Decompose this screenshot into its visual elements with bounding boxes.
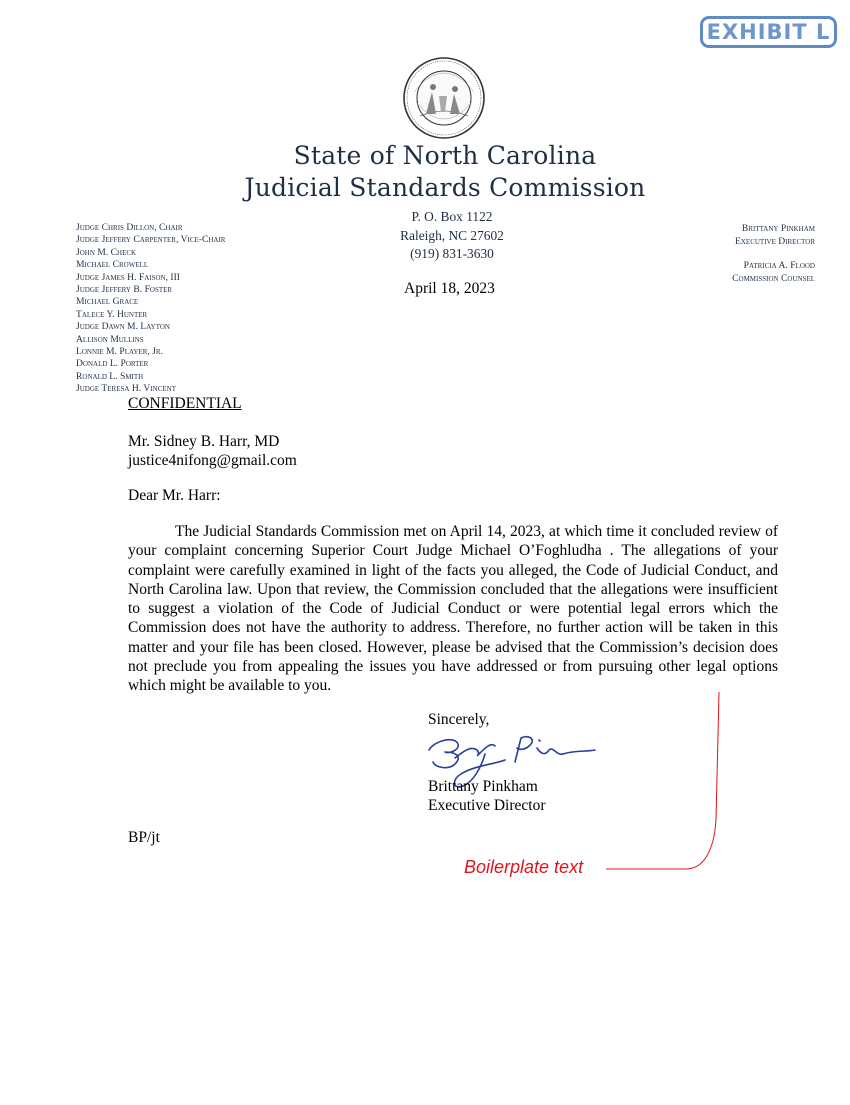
confidential-marking: CONFIDENTIAL [128, 395, 242, 412]
signer-name: Brittany Pinkham [428, 778, 538, 795]
roster-member: Judge Jeffery B. Foster [76, 284, 173, 296]
closing: Sincerely, [428, 711, 490, 728]
roster-member: Judge James H. Faison, III [76, 271, 180, 283]
signer-block [428, 777, 545, 816]
letterhead-state: State of North Carolina [293, 141, 597, 170]
roster-member: Michael Grace [76, 296, 139, 308]
letterhead-commission: Judicial Standards Commission [244, 173, 646, 202]
exhibit-label: EXHIBIT L [700, 16, 837, 48]
roster-member: Judge Jeffery Carpenter, Vice-Chair [76, 234, 226, 246]
recipient-block [128, 432, 778, 471]
roster-member: John M. Check [76, 246, 137, 258]
staff-name: Patricia A. Flood [743, 260, 815, 271]
roster-member: Allison Mullins [76, 333, 144, 345]
roster-member: Judge Chris Dillon, Chair [76, 222, 183, 233]
annotation-label: Boilerplate text [464, 857, 584, 877]
recipient-name: Mr. Sidney B. Harr, MD [128, 433, 280, 450]
address-phone: (919) 831-3630 [410, 246, 494, 261]
commission-staff [732, 222, 815, 285]
recipient-email: justice4nifong@gmail.com [128, 452, 297, 470]
commission-roster [76, 222, 225, 396]
roster-member: Talece Y. Hunter [76, 308, 148, 320]
roster-member: Judge Dawn M. Layton [76, 321, 170, 333]
letter-body: The Judicial Standards Commission met on April 14, 2023, at which time it concluded review of your complaint concerning Superior Court Judge Michael O’Foghludha . The allegations of your complaint were carefully examined in light of the facts you alleged, the Code of Judicial Conduct, and North Carolina law. Upon that review, the Commission concluded that the allegations were insufficient to suggest a violation of the Code of Judicial Conduct or were potential legal errors which the Commission does not have the authority to address. Therefore, no further action will be taken in this matter and your file has been closed. However, please be advised that the Commission’s decision does not preclude you from appealing the issues you have addressed or from pursuing other legal options which might be available to you. [128, 523, 778, 695]
staff-title: Executive Director [735, 236, 815, 247]
roster-member: Michael Crowell [76, 259, 149, 271]
salutation: Dear Mr. Harr: [128, 487, 221, 504]
staff-title: Commission Counsel [732, 273, 815, 284]
roster-member: Ronald L. Smith [76, 370, 144, 382]
signer-title: Executive Director [428, 797, 546, 815]
commission-address [330, 208, 574, 264]
address-city: Raleigh, NC 27602 [400, 227, 504, 243]
roster-member: Lonnie M. Player, Jr. [76, 346, 163, 358]
typist-initials: BP/jt [128, 829, 160, 846]
roster-member: Donald L. Porter [76, 358, 149, 370]
staff-name: Brittany Pinkham [741, 223, 815, 234]
letter-date: April 18, 2023 [404, 280, 495, 297]
state-seal-icon [402, 56, 486, 140]
address-po-box: P. O. Box 1122 [411, 209, 493, 224]
roster-member: Judge Teresa H. Vincent [76, 383, 176, 395]
